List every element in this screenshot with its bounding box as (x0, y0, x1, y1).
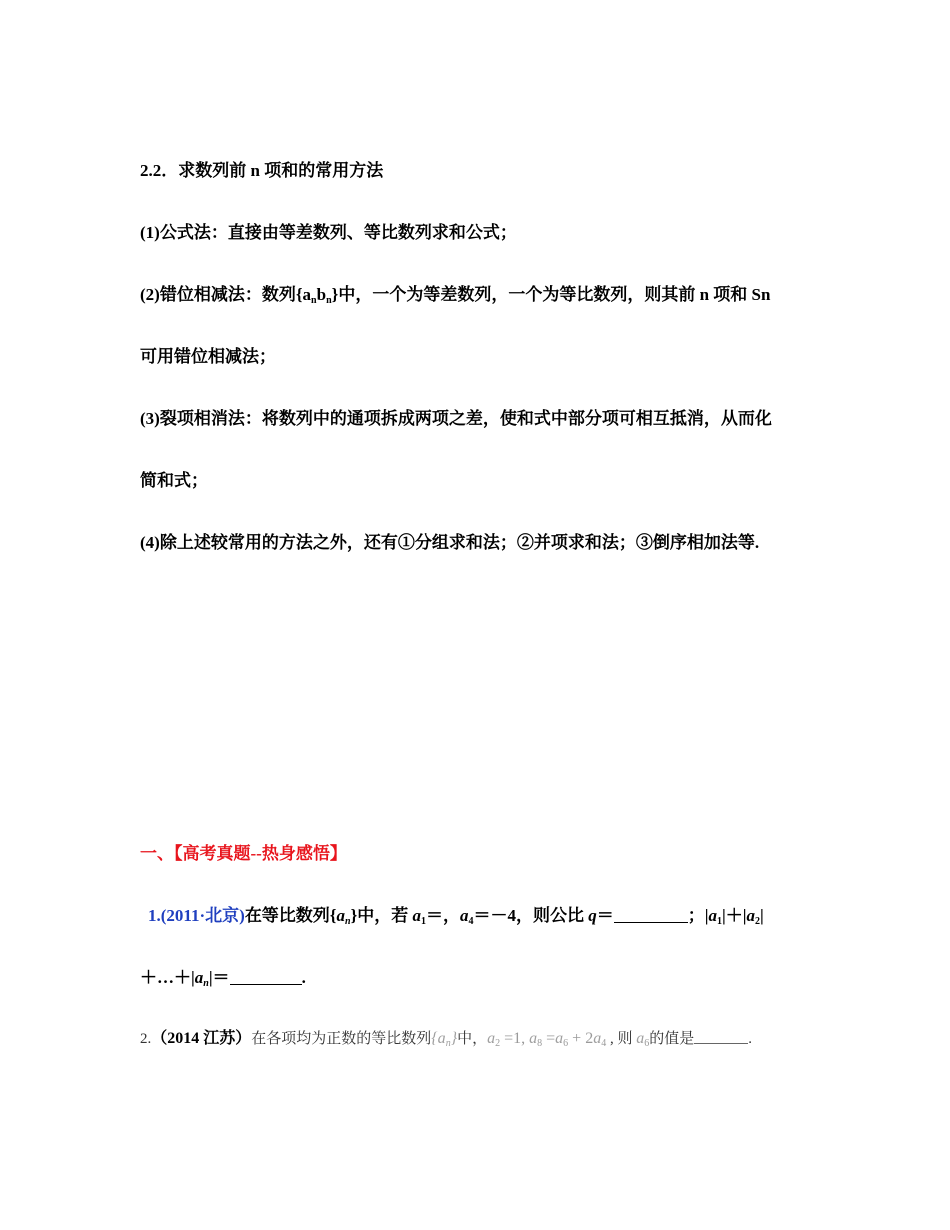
method-2-cont: 可用错位相减法； (140, 347, 276, 366)
method-1: (1)公式法：直接由等差数列、等比数列求和公式； (140, 223, 517, 242)
question-1: 1.(2011·北京)在等比数列$\{a_n\}$中，若 $a_1=$，$a_4=-4$，则公比 q＝ ；$|a_1|+|a_2|$ (148, 906, 764, 927)
question-1-cont: $+\dots+|a_n|=$ . (140, 968, 306, 989)
answer-blank-2 (230, 970, 302, 985)
exercise-title: 一、【高考真题--热身感悟】 (140, 844, 347, 863)
answer-blank-1 (614, 908, 688, 923)
method-heading: 2.2．求数列前 n 项和的常用方法 (140, 161, 384, 180)
question-2: 2.（2014 江苏）在各项均为正数的等比数列$\{a_n\}$中，$a_2 =1$, $a_8 =a_6 + 2a_4$ , 则 $a_6$的值是 . (140, 1030, 752, 1049)
method-4: (4)除上述较常用的方法之外，还有①分组求和法；②并项求和法；③倒序相加法等. (140, 533, 760, 552)
method-3: (3)裂项相消法：将数列中的通项拆成两项之差，使和式中部分项可相互抵消，从而化 (140, 409, 772, 428)
question-2-source: （2014 江苏） (151, 1030, 252, 1047)
question-1-source: 1.(2011·北京) (148, 906, 245, 925)
answer-blank-3 (694, 1031, 748, 1044)
method-3-cont: 简和式； (140, 471, 208, 490)
method-2: (2)错位相减法：数列$\{a_nb_n\}$中，一个为等差数列，一个为等比数列，则其前 n 项和 Sn (140, 285, 771, 306)
